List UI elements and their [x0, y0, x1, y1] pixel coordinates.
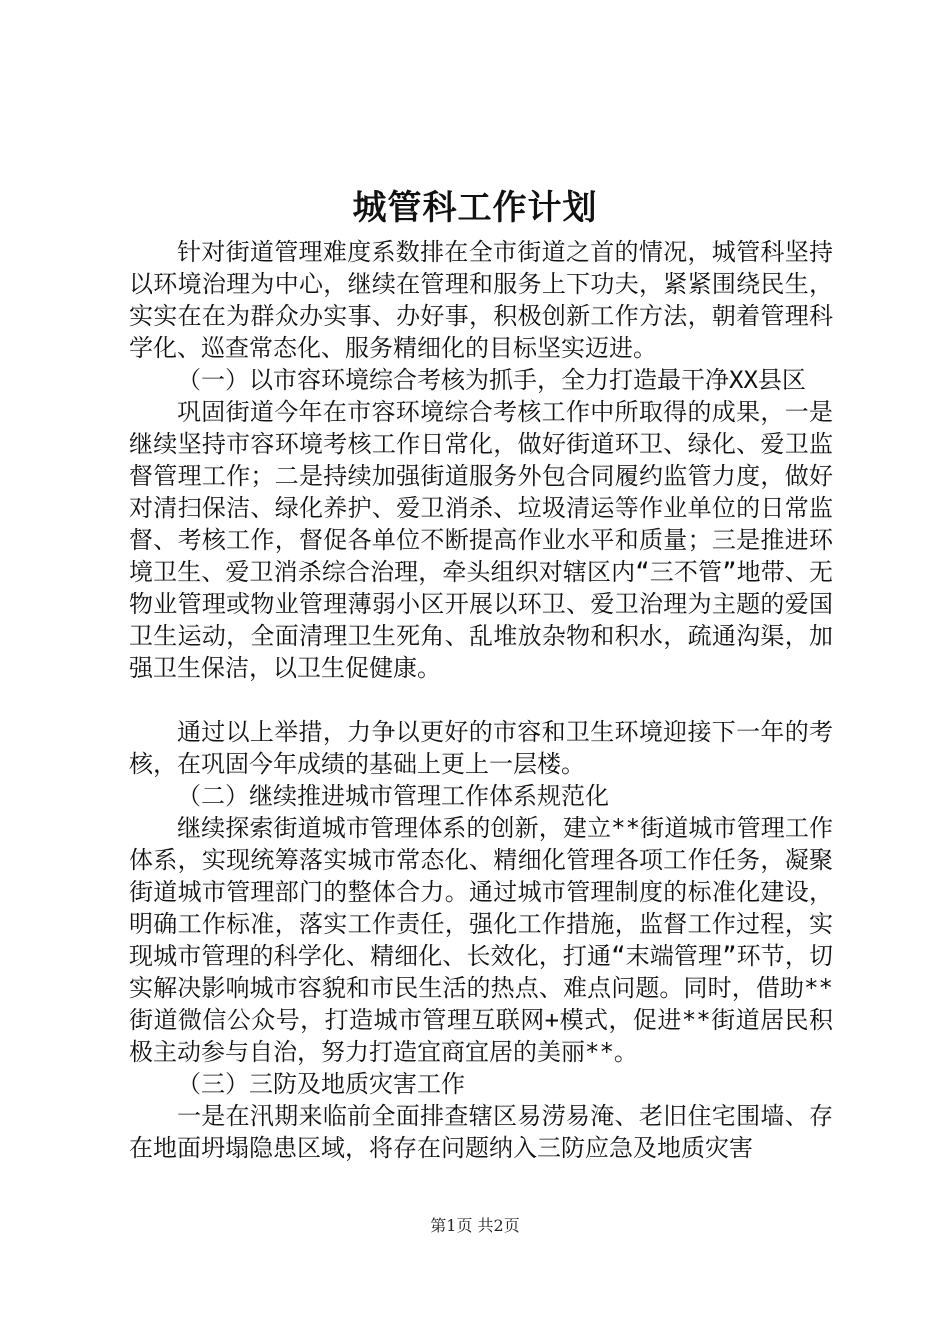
section-1-paragraph-1: 巩固街道今年在市容环境综合考核工作中所取得的成果，一是继续坚持市容环境考核工作日常化，做好街道环卫、绿化、爱卫监督管理工作；二是持续加强街道服务外包合同履约监管力度，做好对清扫保洁、绿化养护、爱卫消杀、垃圾清运等作业单位的日常监督、考核工作，督促各单位不断提高作业水平和质量；三是推进环境卫生、爱卫消杀综合治理，牵头组织对辖区内“三不管”地带、无物业管理或物业管理薄弱小区开展以环卫、爱卫治理为主题的爱国卫生运动，全面清理卫生死角、乱堆放杂物和积水，疏通沟渠，加强卫生保洁，以卫生促健康。 — [129, 398, 833, 682]
section-3-paragraph-1: 一是在汛期来临前全面排查辖区易涝易淹、老旧住宅围墙、存在地面坍塌隐患区域，将存在问题纳入三防应急及地质灾害 — [129, 1102, 833, 1162]
section-1-heading: （一）以市容环境综合考核为抓手，全力打造最干净XX县区 — [177, 366, 806, 394]
section-2-heading: （二）继续推进城市管理工作体系规范化 — [177, 782, 609, 810]
intro-paragraph: 针对街道管理难度系数排在全市街道之首的情况，城管科坚持以环境治理为中心，继续在管理和服务上下功夫，紧紧围绕民生，实实在在为群众办实事、办好事，积极创新工作方法，朝着管理科学化、巡查常态化、服务精细化的目标坚实迈进。 — [129, 238, 833, 362]
page-number-footer: 第1页 共2页 — [430, 1216, 520, 1235]
document-body — [129, 236, 833, 1164]
paragraph-spacer — [129, 684, 833, 716]
document-title: 城管科工作计划 — [352, 188, 598, 228]
section-3-heading: （三）三防及地质灾害工作 — [177, 1070, 465, 1098]
section-2-paragraph-1: 继续探索街道城市管理体系的创新，建立**街道城市管理工作体系，实现统筹落实城市常态化、精细化管理各项工作任务，凝聚街道城市管理部门的整体合力。通过城市管理制度的标准化建设，明确工作标准，落实工作责任，强化工作措施，监督工作过程，实现城市管理的科学化、精细化、长效化，打通“末端管理”环节，切实解决影响城市容貌和市民生活的热点、难点问题。同时，借助**街道微信公众号，打造城市管理互联网+模式，促进**街道居民积极主动参与自治，努力打造宜商宜居的美丽**。 — [129, 814, 833, 1066]
section-1-paragraph-2: 通过以上举措，力争以更好的市容和卫生环境迎接下一年的考核，在巩固今年成绩的基础上更上一层楼。 — [129, 718, 833, 778]
